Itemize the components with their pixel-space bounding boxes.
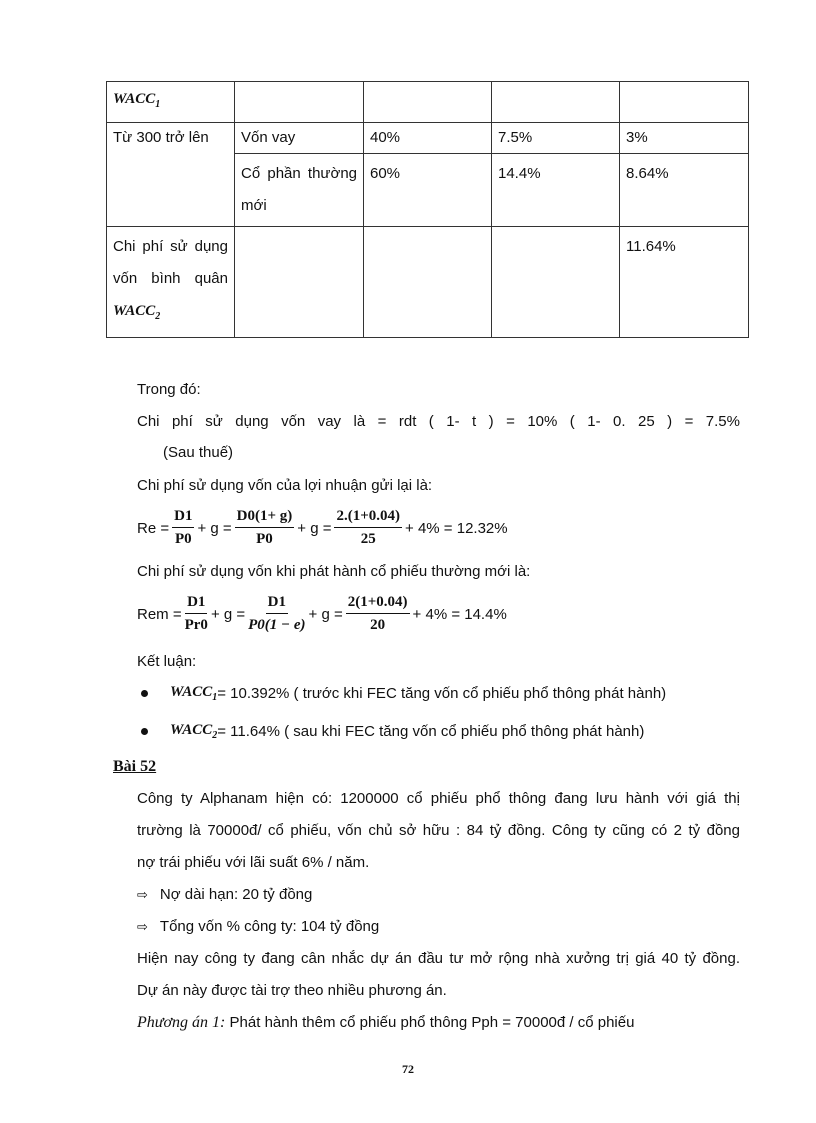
text-retained-earnings-label: Chi phí sử dụng vốn của lợi nhuận gửi lại là: [137,477,433,494]
list-item: ⇨ Tổng vốn % công ty: 104 tỷ đồng [137,918,380,935]
option-label: Phương án 1: [137,1014,226,1031]
paragraph-line: trường là 70000đ/ cổ phiếu, vốn chủ sở hữu : 84 tỷ đồng. Công ty cũng có 2 tỷ đồng [137,822,740,839]
equation-re: Re = $\frac{D1}{P0}$ + g = $\frac{D0(1+ g)}{P0}$ + g = $\frac{2.(1+0.04)}{25}$ + 4% = 12.32% [137,508,508,547]
table-cell [492,227,620,338]
text-after-tax: (Sau thuế) [163,444,234,461]
table-cell: Cổ phần thường mới [235,154,364,227]
list-item: ⇨ Nợ dài hạn: 20 tỷ đồng [137,886,313,903]
bullet-icon [141,690,148,697]
paragraph-line: Hiện nay công ty đang cân nhắc dự án đầu tư mở rộng nhà xưởng trị giá 40 tỷ đồng. [137,950,740,967]
wacc1-label: WACC [113,91,156,107]
paragraph-line: Công ty Alphanam hiện có: 1200000 cổ phiếu phổ thông đang lưu hành với giá thị [137,790,740,807]
table-row [107,82,749,123]
paragraph-line: nợ trái phiếu với lãi suất 6% / năm. [137,854,370,871]
table-cell [235,82,364,123]
table-cell: 14.4% [492,154,620,227]
arrow-right-icon: ⇨ [137,888,148,903]
table-cell: $WACC_1$ [107,82,235,123]
table-row [107,227,749,338]
list-item: $WACC_2$ = 11.64% ( sau khi FEC tăng vốn cổ phiếu phổ thông phát hành) [137,722,644,741]
fraction: $\frac{D0(1+ g)}{P0}$ [236,508,293,547]
table-row [107,123,749,154]
table-cell [364,227,492,338]
paragraph-line: Phương án 1: Phát hành thêm cổ phiếu phổ thông Pph = 70000đ / cổ phiếu [137,1014,635,1031]
table-cell [364,82,492,123]
arrow-right-icon: ⇨ [137,920,148,935]
cost-table [106,81,749,338]
text-trong-do: Trong đó: [137,381,201,398]
table-cell: Vốn vay [235,123,364,154]
table-cell: 7.5% [492,123,620,154]
table-cell: 60% [364,154,492,227]
page-number: 72 [402,1062,414,1076]
table-cell [235,227,364,338]
table-cell [492,82,620,123]
fraction: $\frac{D1}{P0(1 - e)}$ [248,594,306,633]
fraction: $\frac{D1}{P0}$ [174,508,193,547]
bullet-icon [141,728,148,735]
table-cell: 8.64% [620,154,749,227]
fraction: $\frac{2(1+0.04)}{20}$ [347,594,408,633]
table-cell: Chi phí sử dụng vốn bình quân $WACC_2$ [107,227,235,338]
paragraph-line: Dự án này được tài trợ theo nhiều phương án. [137,982,447,999]
section-heading: Bài 52 [113,758,157,775]
text-conclusion: Kết luận: [137,653,197,670]
list-item: $WACC_1$ = 10.392% ( trước khi FEC tăng vốn cổ phiếu phổ thông phát hành) [137,684,666,703]
table-cell: 40% [364,123,492,154]
fraction: $\frac{D1}{Pr0}$ [184,594,208,633]
equation-rem: Rem = $\frac{D1}{Pr0}$ + g = $\frac{D1}{P0(1 - e)}$ + g = $\frac{2(1+0.04)}{20}$ + 4% = 14.4% [137,594,507,633]
fraction: $\frac{2.(1+0.04)}{25}$ [336,508,401,547]
text-new-stock-label: Chi phí sử dụng vốn khi phát hành cổ phiếu thường mới là: [137,563,531,580]
table-cell [620,82,749,123]
wacc2-label: WACC [113,303,156,319]
table-cell: 3% [620,123,749,154]
table-cell: Từ 300 trở lên [107,123,235,227]
text-loan-cost: Chi phí sử dụng vốn vay là = rdt ( 1- t ) = 10% ( 1- 0. 25 ) = 7.5% [137,413,740,430]
table-cell: 11.64% [620,227,749,338]
